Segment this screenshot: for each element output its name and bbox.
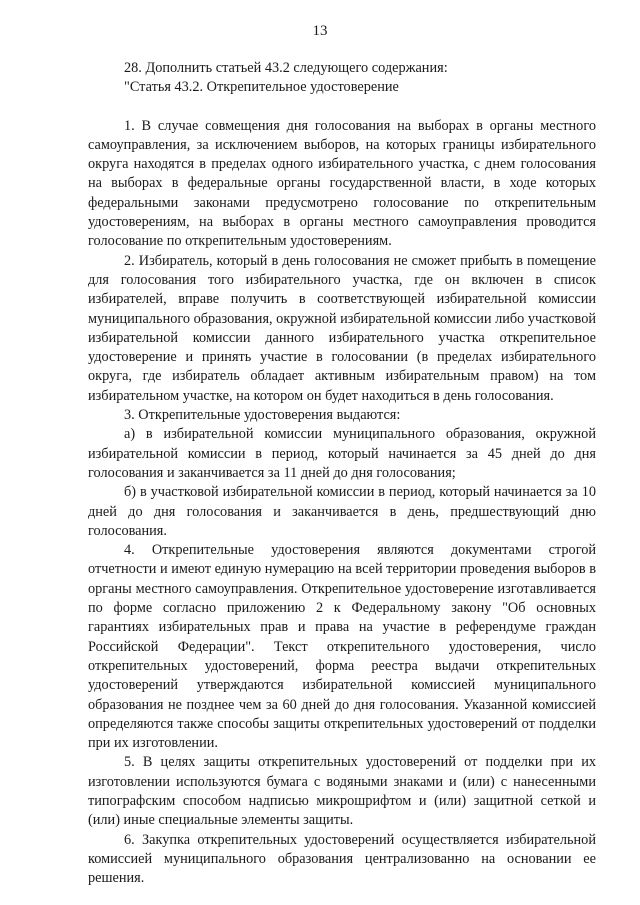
paragraph-3b: б) в участковой избирательной комиссии в период, который начинается за 10 дней до дня голосования и заканчивается в день, предшествующий дню голосования. (88, 484, 596, 539)
page-number: 13 (312, 23, 328, 39)
paragraph-5: 5. В целях защиты открепительных удостоверений от подделки при их изготовлении используются бумага с водяными знаками и (или) с нанесенными типографским способом надписью микрошрифтом и (или) защитной сеткой и (или) иные специальные элементы защиты. (88, 754, 596, 829)
amendment-intro: 28. Дополнить статьей 43.2 следующего содержания: (124, 60, 448, 76)
spacer (88, 98, 596, 117)
paragraph-6: 6. Закупка открепительных удостоверений осуществляется избирательной комиссией муниципального образования централизованно на основании ее решения. (88, 831, 596, 887)
paragraph-1: 1. В случае совмещения дня голосования на выборах в органы местного самоуправления, за исключением выборов, на которых границы избирательного округа находятся в пределах одного избирательного участка, с днем голосования на выборах в федеральные органы государственной власти, в ходе которых федеральными законами предусмотрено голосование по открепительным удостоверениям, на выборах в органы местного самоуправления проводится голосование по открепительным удостоверениям. (88, 117, 596, 250)
paragraph-4: 4. Открепительные удостоверения являются документами строгой отчетности и имеют единую нумерацию на всей территории проведения выборов в органы местного самоуправления. Открепительное удостоверение изготавливается по форме согласно приложению 2 к Федеральному закону "Об основных гарантиях избирательных прав и права на участие в референдуме граждан Российской Федерации". Текст открепительного удостоверения, число открепительных удостоверений, форма реестра выдачи открепительных удостоверений утверждаются избирательной комиссией муниципального образования не позднее чем за 60 дней до дня голосования. Указанной комиссией определяются также способы защиты открепительных удостоверений от подделки при их изготовлении. (88, 542, 596, 752)
paragraph-2: 2. Избиратель, который в день голосования не сможет прибыть в помещение для голосования того избирательного участка, где он включен в список избирателей, вправе получить в соответствующей избирательной комиссии муниципального образования, окружной избирательной комиссии либо участковой избирательной комиссии данного избирательного участка открепительное удостоверение и принять участие в голосовании (в пределах избирательного округа, где избиратель обладает активным избирательным правом) на том избирательном участке, на котором он будет находиться в день голосования. (88, 252, 596, 404)
paragraph-3a: а) в избирательной комиссии муниципального образования, окружной избирательной комиссии в период, который начинается за 45 дней до дня голосования и заканчивается за 11 дней до дня голосования; (88, 426, 596, 481)
document-body (88, 59, 596, 888)
article-title: "Статья 43.2. Открепительное удостоверение (124, 79, 399, 96)
paragraph-3: 3. Открепительные удостоверения выдаются: (124, 407, 401, 424)
